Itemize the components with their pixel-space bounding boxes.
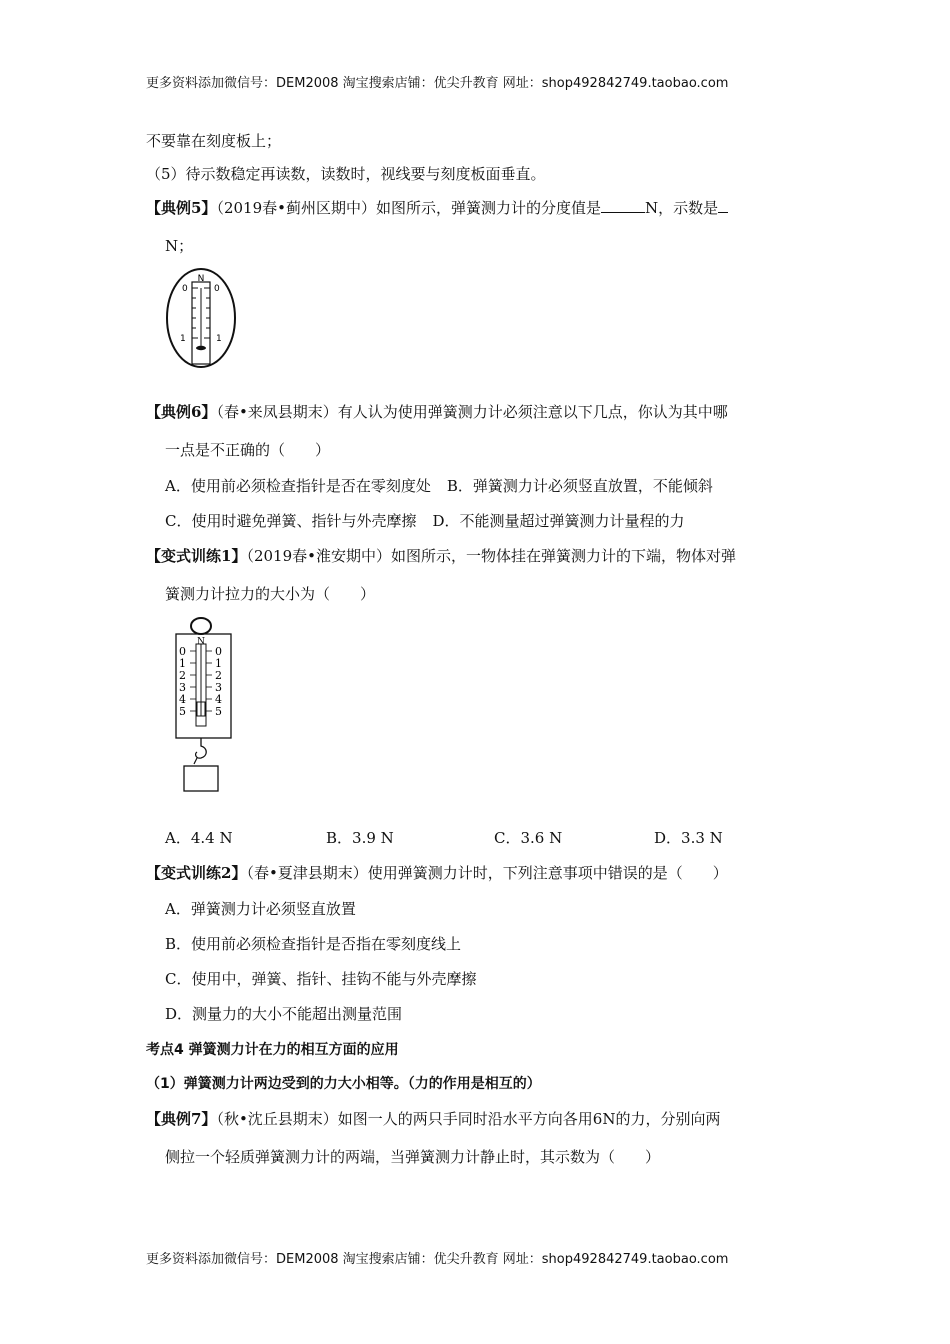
spring-scale-figure-2 (168, 614, 238, 796)
option-b: B．弹簧测力计必须竖直放置，不能倾斜 (446, 477, 713, 495)
option-c: C．3.6 N (494, 829, 563, 847)
example-tag: 【典例5】 (146, 199, 217, 217)
tick-label: 2 (179, 669, 186, 682)
tick-label: 5 (215, 705, 222, 718)
option-d: D．3.3 N (654, 829, 723, 847)
example-5 (146, 198, 728, 218)
text-line: 不要靠在刻度板上； (146, 132, 282, 150)
option-row (165, 476, 713, 496)
text-line: 侧拉一个轻质弹簧测力计的两端，当弹簧测力计静止时，其示数为（ ） (165, 1148, 661, 1166)
tick-label: 1 (179, 657, 186, 670)
option-b: B．使用前必须检查指针是否指在零刻度线上 (165, 935, 462, 953)
tick-label: 2 (215, 669, 222, 682)
tick-label: 1 (215, 657, 222, 670)
text-line: 簧测力计拉力的大小为（ ） (165, 585, 376, 603)
option-row (165, 511, 685, 531)
question-text: （2019春•蓟州区期中）如图所示，弹簧测力计的分度值是 (216, 199, 601, 217)
question-text: N，示数是 (644, 199, 719, 217)
variant-2 (146, 863, 728, 883)
tick-label: 1 (180, 334, 186, 344)
option-c: C．使用时避免弹簧、指针与外壳摩擦 (165, 512, 417, 530)
example-tag: 【典例7】 (146, 1110, 217, 1128)
question-text: （春•来凤县期末）有人认为使用弹簧测力计必须注意以下几点，你认为其中哪 (216, 403, 728, 421)
text-line: 一点是不正确的（ ） (165, 441, 331, 459)
unit-label: N (197, 274, 205, 284)
option-b: B．3.9 N (326, 829, 394, 847)
unit-label: N (197, 637, 205, 647)
example-tag: 【变式训练2】 (146, 864, 247, 882)
option-a: A．弹簧测力计必须竖直放置 (165, 900, 356, 918)
tick-label: 4 (215, 693, 222, 706)
tick-label: 4 (179, 693, 186, 706)
option-d: D．测量力的大小不能超出测量范围 (165, 1005, 403, 1023)
variant-1 (146, 546, 736, 566)
tick-label: 5 (179, 705, 186, 718)
example-7 (146, 1109, 720, 1129)
option-row (0, 828, 950, 848)
tick-label: 3 (179, 681, 186, 694)
spring-scale-figure-1 (164, 266, 244, 372)
page-footer: 更多资料添加微信号：DEM2008 淘宝搜索店铺：优尖升教育 网址：shop492842749.taobao.com (146, 1252, 729, 1267)
section-subheading: （1）弹簧测力计两边受到的力大小相等。（力的作用是相互的） (146, 1076, 541, 1092)
question-text: （春•夏津县期末）使用弹簧测力计时，下列注意事项中错误的是（ ） (246, 864, 728, 882)
tick-label: 3 (215, 681, 222, 694)
tick-label: 0 (179, 645, 186, 658)
question-text: （2019春•淮安期中）如图所示，一物体挂在弹簧测力计的下端，物体对弹 (246, 547, 736, 565)
tick-label: 0 (215, 645, 222, 658)
tick-label: 1 (216, 334, 222, 344)
question-text: （秋•沈丘县期末）如图一人的两只手同时沿水平方向各用6N的力，分别向两 (216, 1110, 721, 1128)
page-header: 更多资料添加微信号：DEM2008 淘宝搜索店铺：优尖升教育 网址：shop492842749.taobao.com (146, 76, 729, 91)
example-6 (146, 402, 728, 422)
option-a: A．4.4 N (165, 829, 233, 847)
text-line: N； (165, 237, 194, 255)
answer-blank (718, 198, 728, 213)
option-d: D．不能测量超过弹簧测力计量程的力 (432, 512, 685, 530)
option-c: C．使用中，弹簧、指针、挂钩不能与外壳摩擦 (165, 970, 477, 988)
section-heading: 考点4 弹簧测力计在力的相互方面的应用 (146, 1042, 399, 1058)
option-a: A．使用前必须检查指针是否在零刻度处 (165, 477, 431, 495)
tick-label: 0 (182, 284, 188, 294)
text-line: （5）待示数稳定再读数，读数时，视线要与刻度板面垂直。 (146, 165, 546, 183)
tick-label: 0 (214, 284, 220, 294)
example-tag: 【典例6】 (146, 403, 217, 421)
example-tag: 【变式训练1】 (146, 547, 247, 565)
answer-blank (601, 198, 645, 213)
